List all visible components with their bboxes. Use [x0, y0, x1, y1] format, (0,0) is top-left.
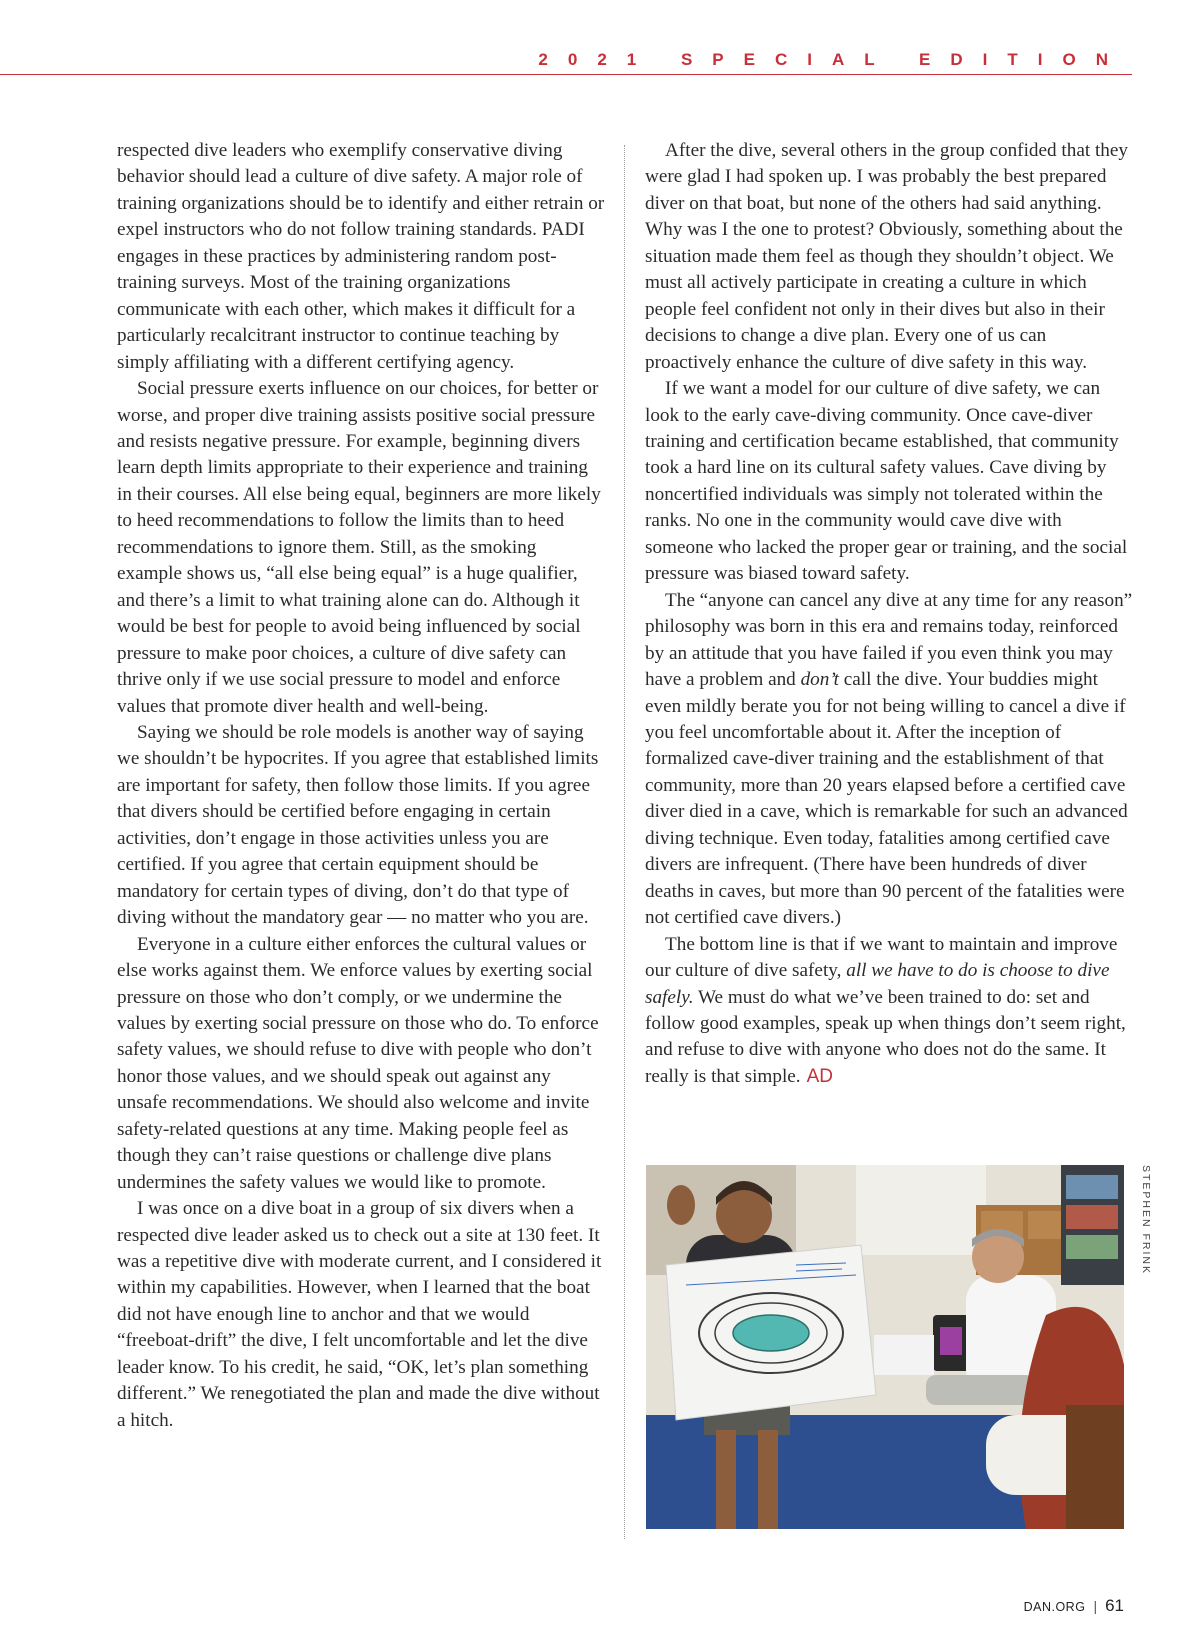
dive-site-whiteboard: [666, 1245, 876, 1420]
article-paragraph: Social pressure exerts influence on our choices, for better or worse, and proper dive training assists positive social pressure and resists negative pressure. For example, beginning divers learn depth limits appropriate to their experience and training in their courses. All else being equal, beginners are more likely to heed recommendations to follow the limits than to heed recommendations to ignore them. Still, as the smoking example shows us, “all else being equal” is a huge qualifier, and there’s a limit to what training alone can do. Although it would be best for people to avoid being influenced by social pressure to make poor choices, a culture of dive safety can thrive only if we use social pressure to model and enforce values that promote diver health and well-being.: [117, 378, 601, 717]
text-run: The “anyone can cancel any dive at any time for any reason” philosophy was born in this era and remains today, reinforced by an attitude that you have failed if you even think you may have a problem and: [645, 589, 1133, 691]
briefing-photo-illustration: [646, 1165, 1124, 1529]
emphasis-text: don’t: [800, 669, 839, 691]
bin-label: [940, 1327, 962, 1355]
fridge-shelf: [1066, 1205, 1118, 1229]
article-paragraph: Saying we should be role models is another way of saying we shouldn’t be hypocrites. If you agree that established limits are important for safety, then follow those limits. If you agree that divers should be certified before engaging in certain activities, don’t engage in those activities unless you are certified. If you agree that certain equipment should be mandatory for certain types of diving, don’t do that type of diving without the mandatory gear — no matter who you are.: [117, 721, 599, 929]
article-paragraph: [645, 588, 1133, 932]
page-footer: [1024, 1596, 1124, 1616]
seated-man-legs: [926, 1375, 1036, 1405]
article-paragraph: [645, 932, 1133, 1091]
article-paragraph: After the dive, several others in the group confided that they were glad I had spoken up. I was probably the best prepared diver on that boat, but none of the others had said anything. Why was I the one to protest? Obviously, something about the situation made them feel as though they shouldn’t object. We must all actively participate in creating a culture in which people feel confident not only in their dives but also in their decisions to change a dive plan. Every one of us can proactively enhance the culture of dive safety in this way.: [645, 140, 1129, 373]
cabin-door: [856, 1165, 986, 1255]
photo-credit: STEPHEN FRINK: [1140, 1165, 1152, 1276]
article-paragraph: respected dive leaders who exemplify conservative diving behavior should lead a culture of dive safety. A major role of training organizations should be to identify and either retrain or expel instructors who do not follow training standards. PADI engages in these practices by administering random post-training surveys. Most of the training organizations communicate with each other, which makes it difficult for a particularly recalcitrant instructor to continue teaching by simply affiliating with a different certifying agency.: [117, 140, 605, 373]
footer-separator: |: [1093, 1598, 1098, 1614]
page-number: 61: [1105, 1596, 1124, 1615]
site-url: DAN.ORG: [1023, 1600, 1086, 1614]
presenter-leg: [716, 1430, 736, 1529]
column-divider: [624, 145, 625, 1539]
text-run: We must do what we’ve been trained to do: set and follow good examples, speak up when things don’t seem right, and refuse to dive with anyone who does not do the same. It really is that simple.: [645, 986, 1126, 1087]
right-column: [645, 138, 1133, 1090]
white-basket: [874, 1335, 934, 1375]
article-paragraph: Everyone in a culture either enforces the cultural values or else works against them. We enforce values by exerting social pressure on those who don’t comply, or we undermine the values by exerting social pressure on those who do. To enforce safety values, we should refuse to dive with people who don’t honor those values, and we should speak out against any unsafe recommendations. We should also welcome and invite safety-related questions at any time. Making people feel as though they can’t raise questions or challenge dive plans undermines the safety values we would like to promote.: [117, 933, 599, 1193]
presenter-hand: [667, 1185, 695, 1225]
left-column: [117, 138, 605, 1542]
article-paragraph: I was once on a dive boat in a group of six divers when a respected dive leader asked us to check out a site at 130 feet. It was a repetitive dive with moderate current, and I considered it within my capabilities. However, when I learned that the boat did not have enough line to anchor and that we would “freeboat-drift” the dive, I felt uncomfortable and let the dive leader know. To his credit, he said, “OK, let’s plan something different.” We renegotiated the plan and made the dive without a hitch.: [117, 1198, 602, 1431]
briefing-photo: [646, 1165, 1124, 1529]
presenter-leg: [758, 1430, 778, 1529]
edition-header: 2021 SPECIAL EDITION: [538, 50, 1128, 69]
end-mark: AD: [806, 1065, 834, 1087]
fridge-shelf: [1066, 1235, 1118, 1259]
emphasis-text: all we have to do is choose to dive safely.: [645, 960, 1110, 1008]
article-paragraph: If we want a model for our culture of dive safety, we can look to the early cave-diving community. Once cave-diver training and certification became established, that community took a hard line on its cultural safety values. Cave diving by noncertified individuals was simply not tolerated within the ranks. No one in the community would cave dive with someone who lacked the proper gear or training, and the social pressure was biased toward safety.: [645, 378, 1128, 585]
header-rule: [0, 74, 1132, 75]
text-run: call the dive. Your buddies might even mildly berate you for not being willing to cancel a dive if you feel uncomfortable about it. After the inception of formalized cave-diver training and the establishment of that community, more than 20 years elapsed before a certified cave diver died in a cave, which is remarkable for such an advanced diving technique. Even today, fatalities among certified cave divers are infrequent. (There have been hundreds of diver deaths in caves, but more than 90 percent of the fatalities were not certified cave divers.): [645, 669, 1128, 929]
fridge-shelf: [1066, 1175, 1118, 1199]
wooden-chair: [1066, 1405, 1124, 1529]
text-run: The bottom line is that if we want to maintain and improve our culture of dive safety,: [645, 933, 1118, 982]
